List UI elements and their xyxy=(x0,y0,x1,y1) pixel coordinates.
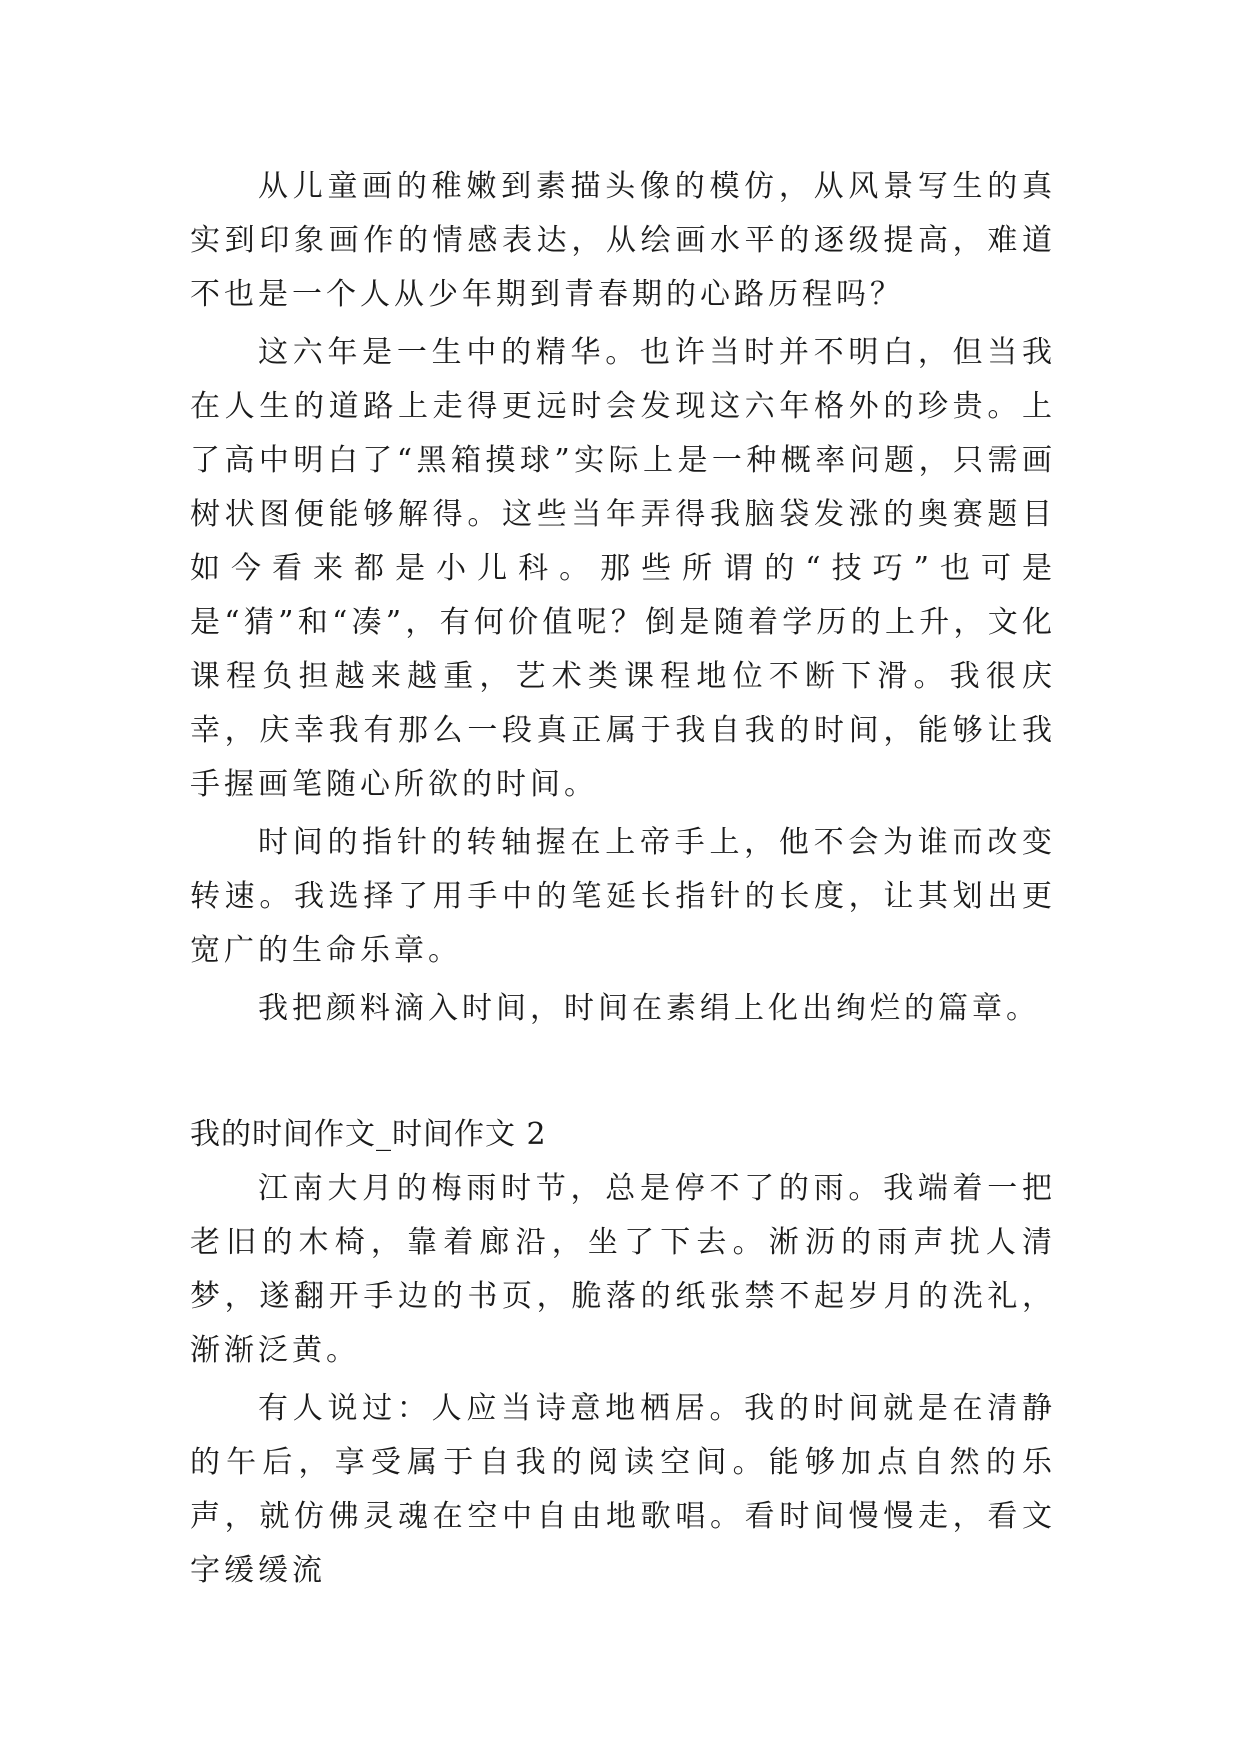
paragraph-1: 从儿童画的稚嫩到素描头像的模仿，从风景写生的真实到印象画作的情感表达，从绘画水平的逐级提高，难道不也是一个人从少年期到青春期的心路历程吗？ xyxy=(190,169,1056,312)
paragraph-6: 有人说过：人应当诗意地栖居。我的时间就是在清静的午后，享受属于自我的阅读空间。能够加点自然的乐声，就仿佛灵魂在空中自由地歌唱。看时间慢慢走，看文字缓缓流 xyxy=(190,1391,1056,1588)
paragraph-3: 时间的指针的转轴握在上帝手上，他不会为谁而改变转速。我选择了用手中的笔延长指针的长度，让其划出更宽广的生命乐章。 xyxy=(190,825,1056,968)
document-body xyxy=(190,160,1056,1602)
paragraph-5: 江南大月的梅雨时节，总是停不了的雨。我端着一把老旧的木椅，靠着廊沿，坐了下去。淅沥的雨声扰人清梦，遂翻开手边的书页，脆落的纸张禁不起岁月的洗礼，渐渐泛黄。 xyxy=(190,1171,1056,1368)
paragraph-4: 我把颜料滴入时间，时间在素绢上化出绚烂的篇章。 xyxy=(258,991,1040,1026)
section-title: 我的时间作文_时间作文 2 xyxy=(190,1117,547,1152)
paragraph-2: 这六年是一生中的精华。也许当时并不明白，但当我在人生的道路上走得更远时会发现这六年格外的珍贵。上了高中明白了“黑箱摸球”实际上是一种概率问题，只需画树状图便能够解得。这些当年弄得我脑袋发涨的奥赛题目如今看来都是小儿科。那些所谓的“技巧”也可是是“猜”和“凑”，有何价值呢？倒是随着学历的上升，文化课程负担越来越重，艺术类课程地位不断下滑。我很庆幸，庆幸我有那么一段真正属于我自我的时间，能够让我手握画笔随心所欲的时间。 xyxy=(190,335,1056,802)
